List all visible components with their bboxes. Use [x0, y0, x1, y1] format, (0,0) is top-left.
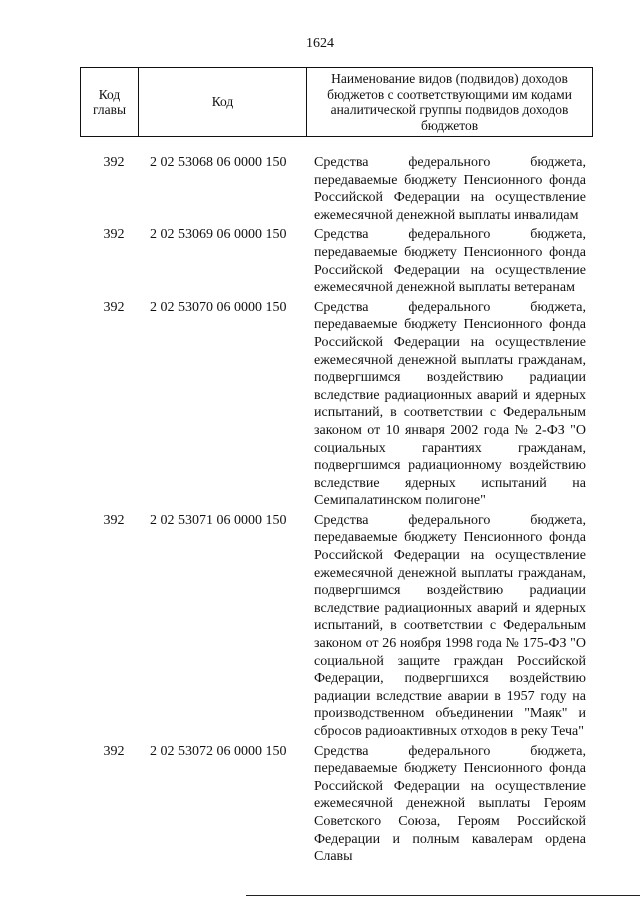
- name-cell: Средства федерального бюджета, передаваемые бюджету Пенсионного фонда Российской Федерации на осуществление ежемесячной денежной выплаты инвалидам: [314, 155, 586, 223]
- header-code: Код: [139, 68, 307, 137]
- table-row: [80, 299, 592, 510]
- table-row: [80, 154, 592, 224]
- table-header: [80, 67, 593, 137]
- table-body: [80, 154, 592, 868]
- chapter-code-cell: 392: [103, 227, 125, 243]
- chapter-code-cell: 392: [103, 512, 125, 528]
- table-row: [80, 512, 592, 741]
- chapter-code-cell: 392: [103, 155, 125, 170]
- code-cell: 2 02 53069 06 0000 150: [150, 227, 287, 243]
- name-cell: Средства федерального бюджета, передаваемые бюджету Пенсионного фонда Российской Федерации на осуществление ежемесячной денежной выплаты ветеранам: [314, 227, 586, 296]
- name-cell: Средства федерального бюджета, передаваемые бюджету Пенсионного фонда Российской Федерации на осуществление ежемесячной денежной выплаты гражданам, подвергшимся воздействию радиации вследствие радиационных аварий и ядерных испытаний, в соответствии с Федеральным законом от 26 ноября 1998 года № 175-ФЗ "О социальной защите граждан Российской Федерации, подвергшихся воздействию радиации вследствие аварии в 1957 году на производственном объединении "Маяк" и сбросов радиоактивных отходов в реку Теча": [314, 512, 586, 739]
- header-chapter-code: Код главы: [81, 68, 139, 137]
- chapter-code-cell: 392: [103, 743, 125, 759]
- table-row: [80, 743, 592, 866]
- code-cell: 2 02 53072 06 0000 150: [150, 743, 287, 759]
- chapter-code-cell: 392: [103, 299, 125, 315]
- code-cell: 2 02 53071 06 0000 150: [150, 512, 287, 528]
- name-cell: Средства федерального бюджета, передаваемые бюджету Пенсионного фонда Российской Федерации на осуществление ежемесячной денежной выплаты Героям Советского Союза, Героям Российской Федерации и полным кавалерам ордена Славы: [314, 743, 586, 865]
- code-cell: 2 02 53070 06 0000 150: [150, 299, 287, 315]
- table-row: [80, 226, 592, 296]
- page-edge-line: [246, 895, 640, 896]
- header-name: Наименование видов (подвидов) доходов бюджетов с соответствующими им кодами аналитической группы подвидов доходов бюджетов: [307, 68, 593, 137]
- code-cell: 2 02 53068 06 0000 150: [150, 155, 287, 170]
- name-cell: Средства федерального бюджета, передаваемые бюджету Пенсионного фонда Российской Федерации на осуществление ежемесячной денежной выплаты гражданам, подвергшимся воздействию радиации вследствие радиационных аварий и ядерных испытаний, в соответствии с Федеральным законом от 10 января 2002 года № 2-ФЗ "О социальных гарантиях гражданам, подвергшимся радиационному воздействию вследствие ядерных испытаний на Семипалатинском полигоне": [314, 299, 586, 509]
- page-number: 1624: [306, 36, 334, 51]
